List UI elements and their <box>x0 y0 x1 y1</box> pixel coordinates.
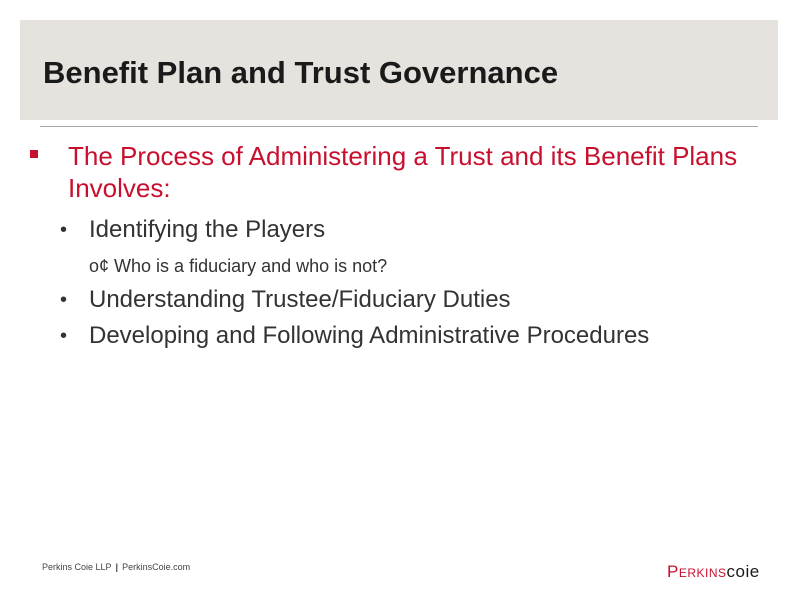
logo-part-perkins: Perkins <box>667 562 727 581</box>
logo-part-coie: coie <box>726 562 760 581</box>
bullet-icon: • <box>60 325 68 347</box>
bullet-icon: • <box>60 289 68 311</box>
footer-firm: Perkins Coie LLP <box>42 562 112 572</box>
footer-separator: | <box>115 562 119 572</box>
footer-website: PerkinsCoie.com <box>122 562 191 572</box>
bullet-icon: • <box>60 219 68 241</box>
sub-bullet-marker: o¢ <box>89 256 110 276</box>
square-bullet-icon <box>30 150 38 158</box>
bullet-item-trustee-duties: Understanding Trustee/Fiduciary Duties <box>89 286 511 313</box>
main-heading: The Process of Administering a Trust and its Benefit Plans Involves: <box>68 141 738 203</box>
footer <box>42 562 190 572</box>
slide-title: Benefit Plan and Trust Governance <box>43 55 559 90</box>
perkins-coie-logo <box>667 562 760 582</box>
bullet-item-identifying-players: Identifying the Players <box>89 216 326 243</box>
sub-bullet-text: Who is a fiduciary and who is not? <box>114 256 388 276</box>
sub-bullet-item-fiduciary <box>89 254 387 278</box>
bullet-item-admin-procedures: Developing and Following Administrative Procedures <box>89 322 650 349</box>
